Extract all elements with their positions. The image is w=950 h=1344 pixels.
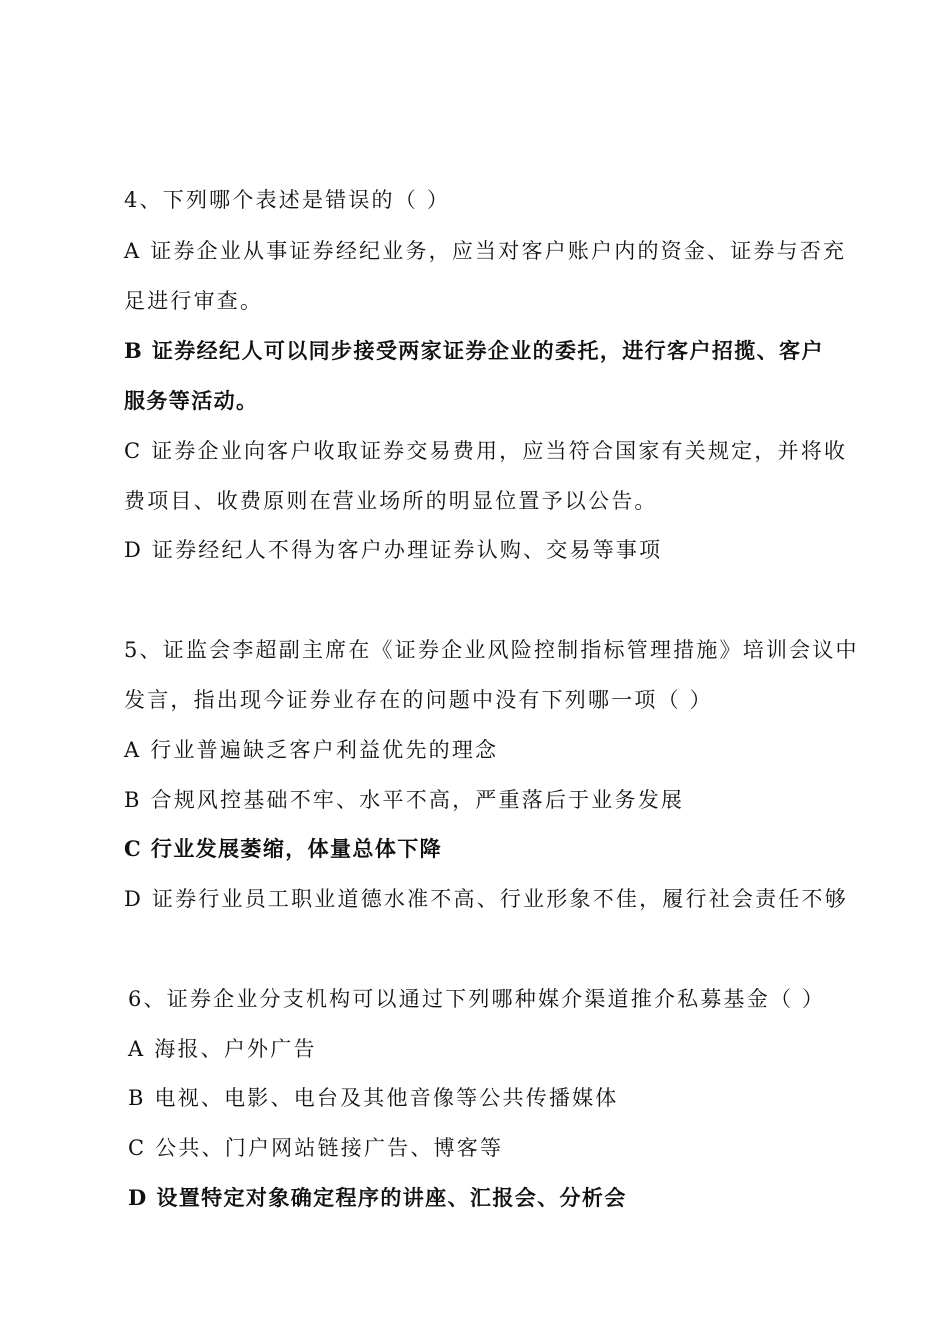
question-4-option-a-line-2: 足进行审查。 bbox=[124, 289, 264, 313]
question-5-stem-line-2: 发言，指出现今证券业存在的问题中没有下列哪一项（ ） bbox=[124, 688, 713, 712]
question-5-option-a: A 行业普遍缺乏客户利益优先的理念 bbox=[124, 738, 499, 762]
question-4-option-d: D 证券经纪人不得为客户办理证券认购、交易等事项 bbox=[124, 538, 663, 562]
question-6-stem: 6、证券企业分支机构可以通过下列哪种媒介渠道推介私募基金（ ） bbox=[128, 987, 826, 1011]
question-4-option-c-line-2: 费项目、收费原则在营业场所的明显位置予以公告。 bbox=[124, 489, 658, 513]
question-5-stem-line-1: 5、证监会李超副主席在《证券企业风险控制指标管理措施》培训会议中 bbox=[124, 638, 859, 662]
question-5-option-d: D 证券行业员工职业道德水准不高、行业形象不佳，履行社会责任不够 bbox=[124, 887, 848, 911]
question-4-stem: 4、下列哪个表述是错误的（ ） bbox=[124, 188, 451, 212]
question-4-option-a-line-1: A 证券企业从事证券经纪业务，应当对客户账户内的资金、证券与否充 bbox=[124, 239, 847, 263]
question-6-option-b: B 电视、电影、电台及其他音像等公共传播媒体 bbox=[128, 1086, 619, 1110]
question-6-option-d-answer: D 设置特定对象确定程序的讲座、汇报会、分析会 bbox=[128, 1185, 627, 1210]
question-6-option-a: A 海报、户外广告 bbox=[128, 1037, 317, 1061]
question-5-option-c-answer: C 行业发展萎缩，体量总体下降 bbox=[124, 836, 443, 861]
question-4-option-b-answer-line-2: 服务等活动。 bbox=[124, 388, 259, 413]
question-5-option-b: B 合规风控基础不牢、水平不高，严重落后于业务发展 bbox=[124, 788, 685, 812]
question-6-option-c: C 公共、门户网站链接广告、博客等 bbox=[128, 1136, 504, 1160]
question-4-option-c-line-1: C 证券企业向客户收取证券交易费用，应当符合国家有关规定，并将收 bbox=[124, 439, 848, 463]
question-4-option-b-answer-line-1: B 证券经纪人可以同步接受两家证券企业的委托，进行客户招揽、客户 bbox=[124, 338, 824, 363]
